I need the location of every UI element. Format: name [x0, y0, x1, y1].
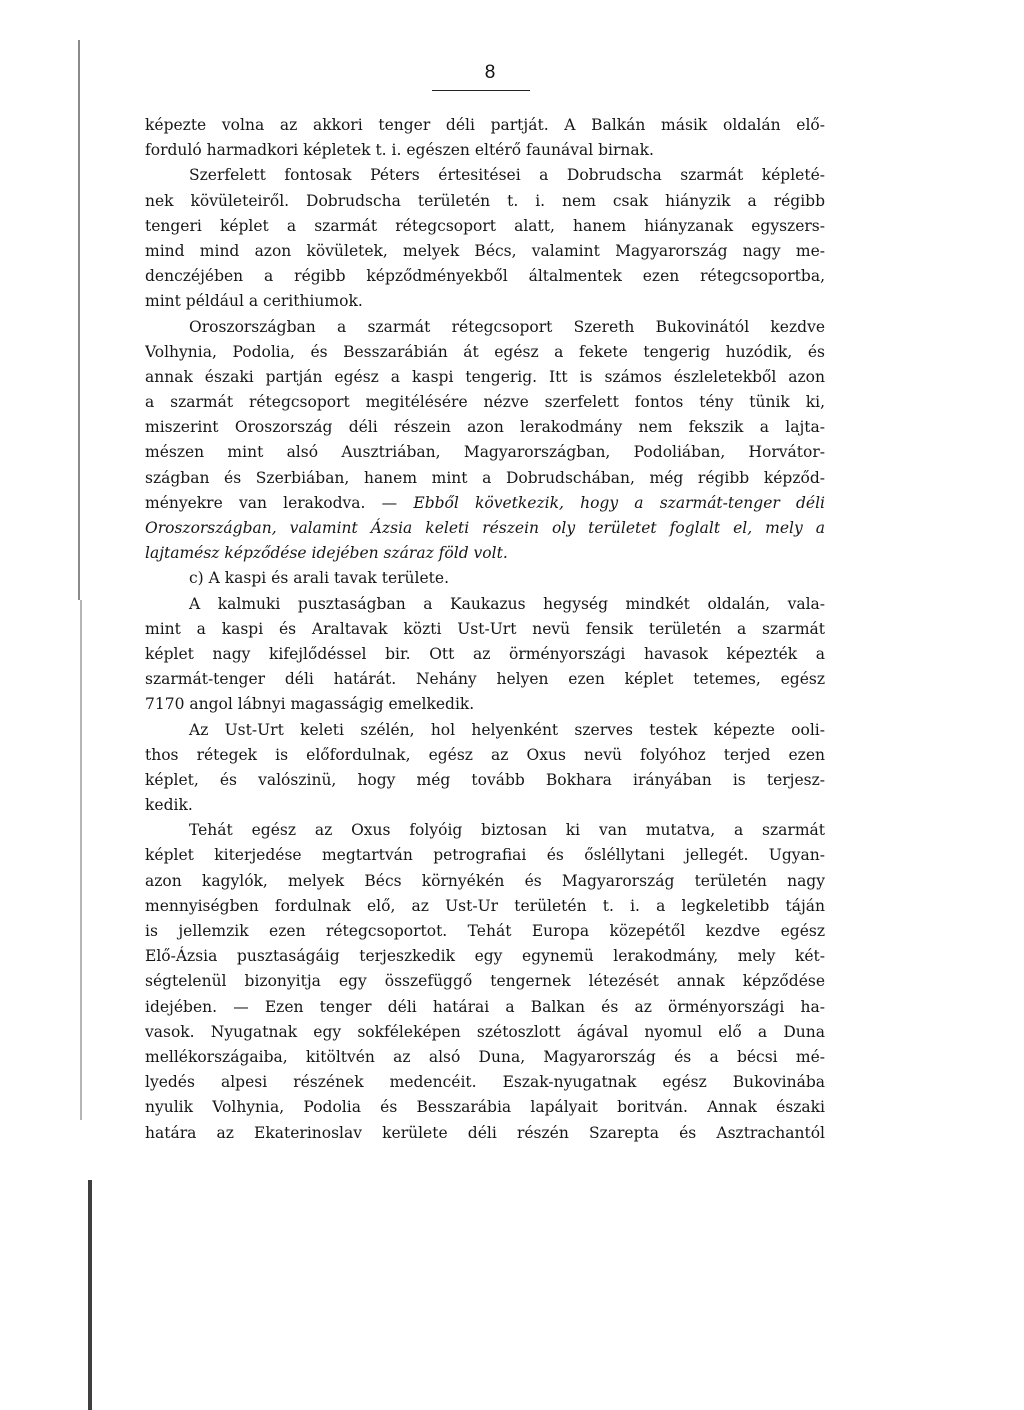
text-line [145, 163, 825, 188]
text-span: tengeri képlet a szarmát rétegcsoport alatt, hanem hiányzanak egyszers- [145, 216, 825, 235]
text-line [145, 189, 825, 214]
text-span: mennyiségben fordulnak elő, az Ust-Ur területén t. i. a legkeletibb táján [145, 896, 825, 915]
text-span: ményekre van lerakodva. — [145, 493, 414, 512]
text-line [145, 592, 825, 617]
text-span: mind mind azon kövületek, melyek Bécs, valamint Magyarország nagy me- [145, 241, 825, 260]
text-line [145, 340, 825, 365]
text-line [145, 390, 825, 415]
text-line [145, 718, 825, 743]
page-number: 8 [484, 62, 496, 83]
text-span: mint például a cerithiumok. [145, 292, 363, 311]
text-span: Volhynia, Podolia, és Besszarábián át egész a fekete tengerig huzódik, és [145, 342, 825, 361]
page-edge-shadow [80, 600, 82, 1120]
text-span: idejében. — Ezen tenger déli határai a Balkan és az örményországi ha- [145, 997, 825, 1016]
text-line [145, 491, 825, 516]
text-line [145, 617, 825, 642]
text-span: miszerint Oroszország déli részein azon lerakodmány nem fekszik a lajta- [145, 418, 825, 437]
text-span: szarmát-tenger déli határát. Nehány helyen ezen képlet tetemes, egész [145, 670, 825, 689]
text-line [145, 138, 825, 163]
page-edge-shadow [88, 1180, 92, 1410]
text-line [145, 818, 825, 843]
text-span: szágban és Szerbiában, hanem mint a Dobrudschában, még régibb képződ- [145, 468, 825, 487]
text-line [145, 1045, 825, 1070]
text-span: Szerfelett fontosak Péters értesitései a Dobrudscha szarmát képleté- [189, 166, 825, 185]
text-line [145, 1095, 825, 1120]
text-line [145, 642, 825, 667]
page-edge-shadow [78, 40, 80, 600]
text-line [145, 944, 825, 969]
text-line [145, 667, 825, 692]
text-line [145, 969, 825, 994]
body-text [145, 113, 825, 1146]
text-span: képlet kiterjedése megtartván petrografiai és ősléllytani jellegét. Ugyan- [145, 846, 825, 865]
text-span: kedik. [145, 796, 193, 815]
italic-text-span: Ebből következik, hogy a szarmát-tenger déli [413, 493, 825, 512]
text-line [145, 566, 825, 591]
text-span: lyedés alpesi részének medencéit. Eszak-nyugatnak egész Bukovinába [145, 1073, 825, 1092]
text-line [145, 113, 825, 138]
italic-text-span: Oroszországban, valamint Ázsia keleti részein oly területet foglalt el, mely a [145, 519, 825, 537]
italic-text-span: lajtamész képződése idejében száraz föld volt. [145, 544, 508, 563]
text-span: képlet, és valószinü, hogy még tovább Bokhara irányában is terjesz- [145, 770, 825, 789]
text-span: A kalmuki pusztaságban a Kaukazus hegység mindkét oldalán, vala- [189, 594, 825, 613]
header-rule [432, 90, 530, 91]
text-span: mészen mint alsó Ausztriában, Magyarországban, Podoliában, Horvátor- [145, 443, 825, 462]
text-line [145, 466, 825, 491]
text-line [145, 440, 825, 465]
text-span: képezte volna az akkori tenger déli partját. A Balkán másik oldalán elő- [145, 116, 825, 134]
text-line [145, 1020, 825, 1045]
text-span: Tehát egész az Oxus folyóig biztosan ki van mutatva, a szarmát [189, 821, 825, 840]
text-span: Oroszországban a szarmát rétegcsoport Szereth Bukovinától kezdve [189, 317, 825, 336]
text-line [145, 692, 825, 717]
text-line [145, 289, 825, 314]
text-span: c) A kaspi és arali tavak területe. [189, 569, 449, 588]
text-span: ségtelenül bizonyitja egy összefüggő tengernek létezését annak képződése [145, 972, 825, 991]
text-span: 7170 angol lábnyi magasságig emelkedik. [145, 695, 475, 714]
text-line [145, 793, 825, 818]
text-span: denczéjében a régibb képződményekből általmentek ezen rétegcsoportba, [145, 267, 825, 286]
text-span: vasok. Nyugatnak egy sokféleképen szétoszlott ágával nyomul elő a Duna [145, 1022, 825, 1041]
text-line [145, 894, 825, 919]
text-span: a szarmát rétegcsoport megitélésére nézve szerfelett fontos tény tünik ki, [145, 393, 825, 412]
text-line [145, 995, 825, 1020]
text-span: képlet nagy kifejlődéssel bir. Ott az örményországi havasok képezték a [145, 644, 825, 663]
text-line [145, 541, 825, 566]
text-span: határa az Ekaterinoslav kerülete déli részén Szarepta és Asztrachantól [145, 1123, 825, 1142]
text-line [145, 843, 825, 868]
text-span: Elő-Ázsia pusztaságáig terjeszkedik egy egynemü lerakodmány, mely két- [145, 947, 825, 966]
text-line [145, 743, 825, 768]
text-span: Az Ust-Urt keleti szélén, hol helyenként szerves testek képezte ooli- [189, 720, 825, 739]
text-span: nyulik Volhynia, Podolia és Besszarábia lapályait boritván. Annak északi [145, 1098, 825, 1117]
text-span: azon kagylók, melyek Bécs környékén és Magyarország területén nagy [145, 871, 825, 890]
text-span: mellékországaiba, kitöltvén az alsó Duna, Magyarország és a bécsi mé- [145, 1047, 825, 1066]
text-span: forduló harmadkori képletek t. i. egészen eltérő faunával birnak. [145, 141, 654, 160]
text-line [145, 1070, 825, 1095]
text-line [145, 415, 825, 440]
text-line [145, 919, 825, 944]
text-line [145, 869, 825, 894]
text-line [145, 315, 825, 340]
text-line [145, 214, 825, 239]
text-line [145, 768, 825, 793]
text-line [145, 516, 825, 541]
text-span: mint a kaspi és Araltavak közti Ust-Urt nevü fensik területén a szarmát [145, 619, 825, 638]
text-span: thos rétegek is előfordulnak, egész az Oxus nevü folyóhoz terjed ezen [145, 745, 825, 764]
text-line [145, 264, 825, 289]
text-line [145, 365, 825, 390]
text-span: annak északi partján egész a kaspi tengerig. Itt is számos észleletekből azon [145, 367, 825, 386]
text-span: is jellemzik ezen rétegcsoportot. Tehát Europa közepétől kezdve egész [145, 922, 825, 940]
text-line [145, 239, 825, 264]
text-line [145, 1121, 825, 1146]
text-span: nek kövületeiről. Dobrudscha területén t. i. nem csak hiányzik a régibb [145, 191, 825, 210]
